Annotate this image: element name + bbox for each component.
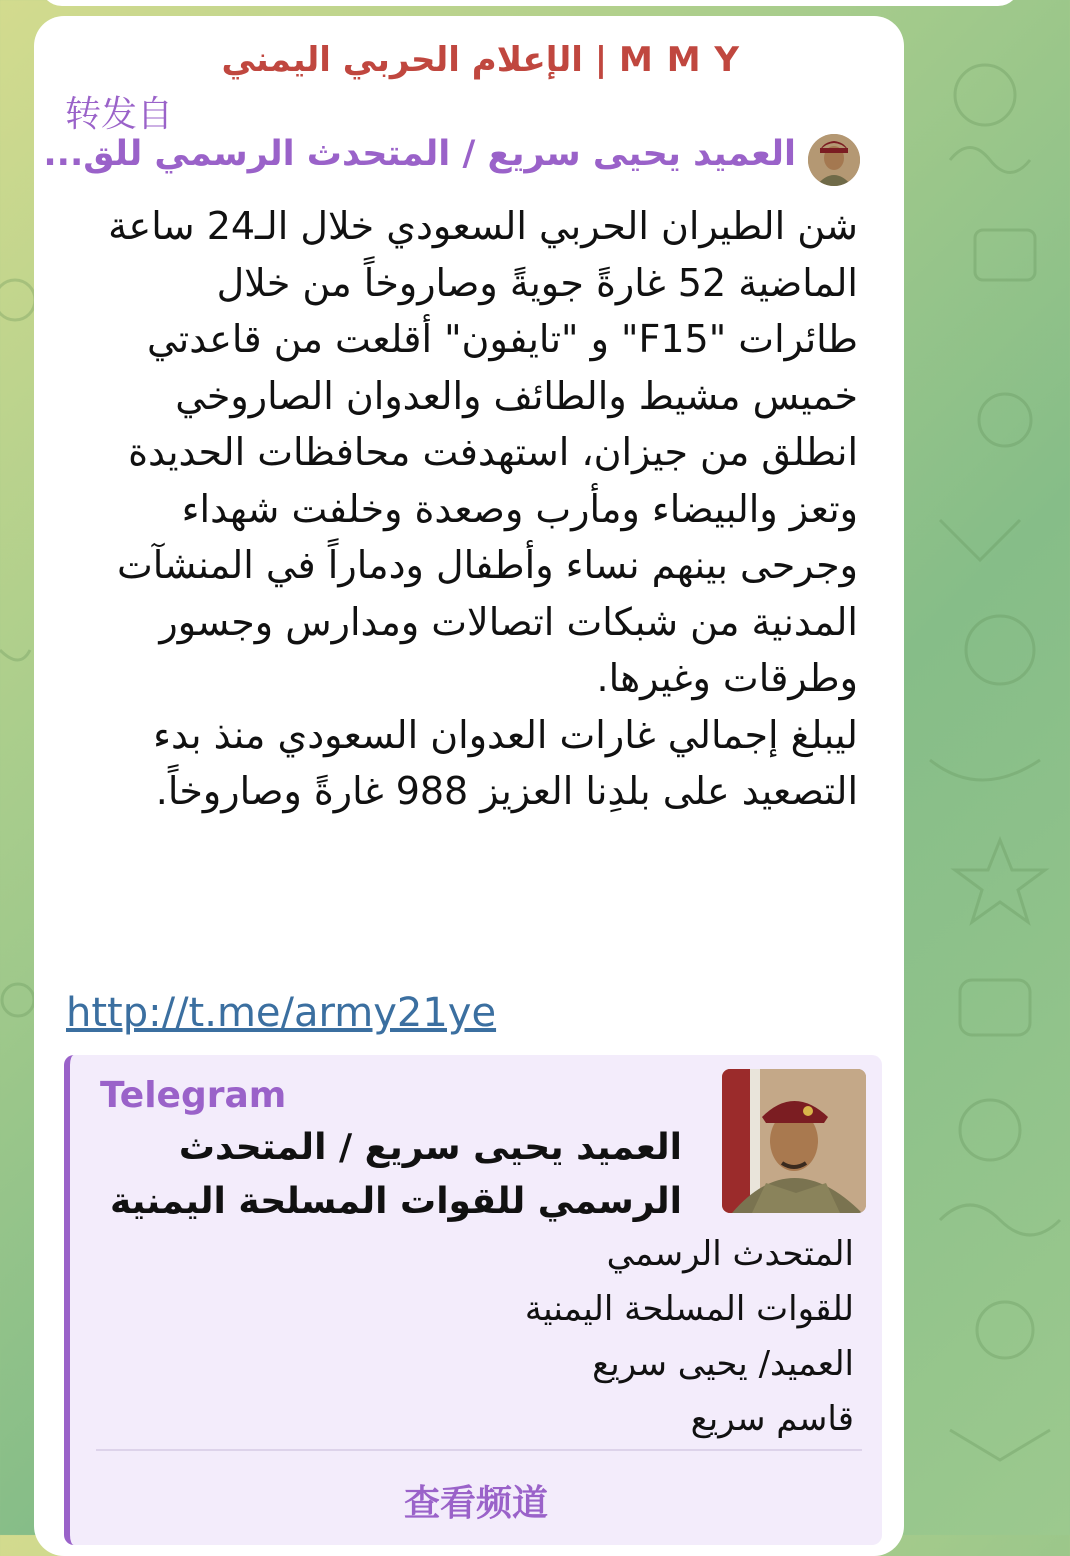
preview-description: [234, 1227, 854, 1447]
forwarded-from-name[interactable]: العميد يحيى سريع / المتحدث الرسمي للق...: [43, 134, 796, 174]
sender-name[interactable]: الإعلام الحربي اليمني | M M Y: [221, 40, 740, 80]
link-preview-card[interactable]: [64, 1055, 882, 1545]
message-paragraph-1: شن الطيران الحربي السعودي خلال الـ24 ساعة الماضية 52 غارةً جويةً وصاروخاً من خلال طائرات "F15" و "تايفون" أقلعت من قاعدتي خميس مشيط والطائف والعدوان الصاروخي انطلق من جيزان، استهدفت محافظات الحديدة وتعز والبيضاء ومأرب وصعدة وخلفت شهداء وجرحى بينهم نساء وأطفال ودماراً في المنشآت المدنية من شبكات اتصالات ومدارس وجسور وطرقات وغيرها.: [108, 204, 858, 700]
preview-description-line: المتحدث الرسمي: [606, 1234, 854, 1274]
preview-description-line: للقوات المسلحة اليمنية: [524, 1289, 854, 1329]
preview-photo: [722, 1069, 866, 1213]
preview-divider: [96, 1449, 862, 1451]
previous-message-edge: [40, 0, 1020, 6]
avatar-portrait-icon: [808, 134, 860, 186]
message-link[interactable]: http://t.me/army21ye: [66, 990, 497, 1036]
message-text: [98, 198, 858, 820]
preview-title: [62, 1121, 682, 1229]
view-channel-button[interactable]: 查看频道: [403, 1483, 548, 1524]
preview-site-name: Telegram: [100, 1075, 287, 1116]
preview-description-line: العميد/ يحيى سريع: [592, 1344, 854, 1384]
message-paragraph-2: ليبلغ إجمالي غارات العدوان السعودي منذ بدء التصعيد على بلدِنا العزيز 988 غارةً وصاروخاً.: [153, 712, 858, 813]
preview-title-line: العميد يحيى سريع / المتحدث: [178, 1127, 682, 1168]
preview-description-line: قاسم سريع: [690, 1399, 854, 1439]
forwarded-from-row[interactable]: [43, 130, 860, 190]
preview-title-line: الرسمي للقوات المسلحة اليمنية: [109, 1181, 682, 1222]
portrait-photo-icon: [722, 1069, 866, 1213]
forwarded-label: 转发自: [65, 94, 174, 135]
forwarded-avatar[interactable]: [808, 134, 860, 186]
